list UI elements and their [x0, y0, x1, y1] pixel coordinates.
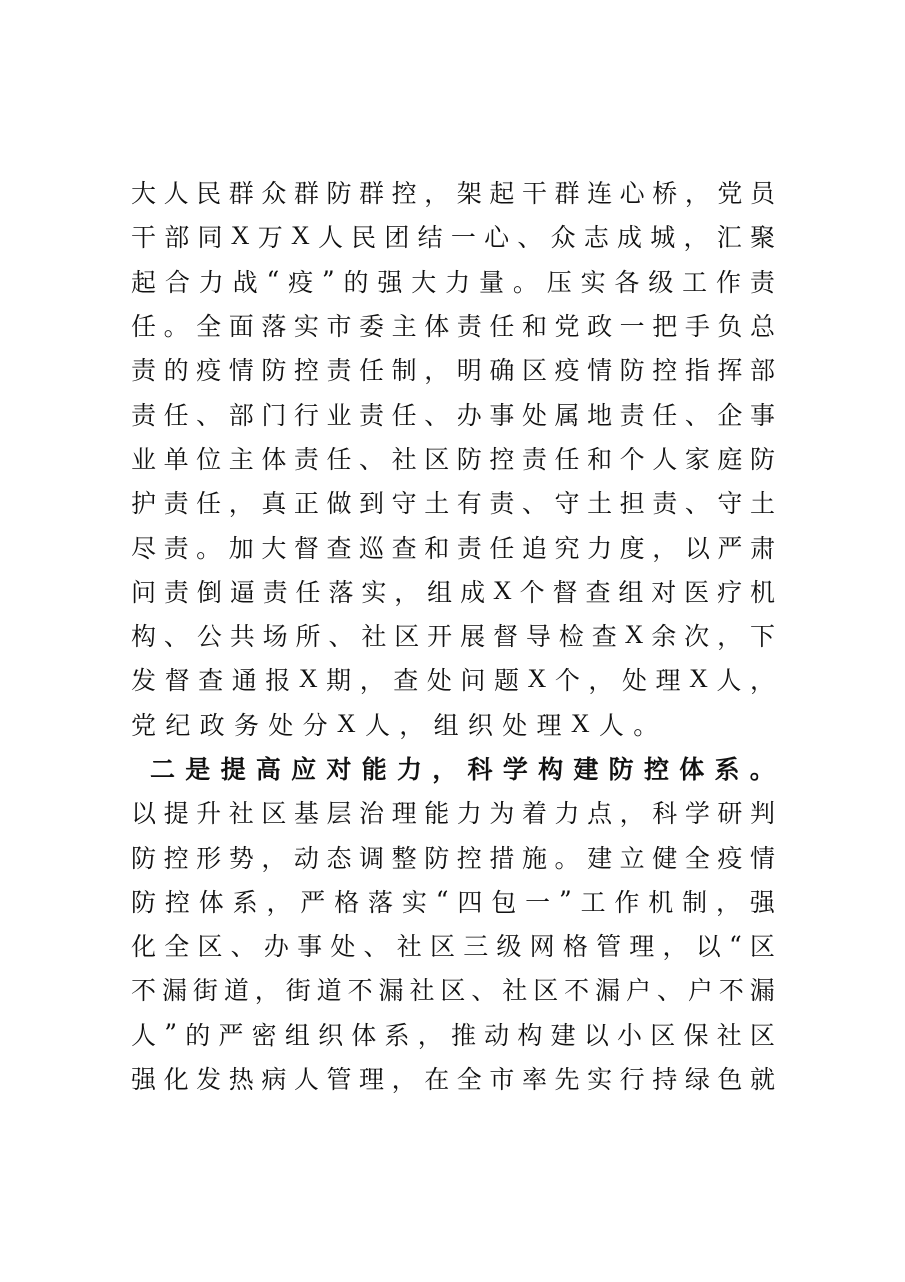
- paragraph-line: 防 控 形 势 ， 动 态 调 整 防 控 措 施 。 建 立 健 全 疫 情: [131, 843, 775, 873]
- paragraph-line: 人 ” 的 严 密 组 织 体 系 ， 推 动 构 建 以 小 区 保 社 区: [131, 1019, 775, 1050]
- paragraph-line: 不 漏 街 道 ， 街 道 不 漏 社 区 、 社 区 不 漏 户 、 户 不 漏: [131, 976, 775, 1006]
- paragraph-line: 任 。 全 面 落 实 市 委 主 体 责 任 和 党 政 一 把 手 负 总: [131, 312, 775, 342]
- paragraph-line: 党 纪 政 务 处 分 X 人 ， 组 织 处 理 X 人 。: [131, 708, 659, 740]
- paragraph-line: 强 化 发 热 病 人 管 理 ， 在 全 市 率 先 实 行 持 绿 色 就: [131, 1065, 775, 1095]
- paragraph-line: 问 责 倒 逼 责 任 落 实 ， 组 成 X 个 督 查 组 对 医 疗 机: [131, 575, 775, 607]
- section-heading: 二 是 提 高 应 对 能 力 ， 科 学 构 建 防 控 体 系 。: [150, 755, 775, 784]
- paragraph-line: 责 任 、 部 门 行 业 责 任 、 办 事 处 属 地 责 任 、 企 事: [131, 400, 775, 430]
- paragraph-line: 起 合 力 战 “ 疫 ” 的 强 大 力 量 。 压 实 各 级 工 作 责: [131, 266, 775, 297]
- paragraph-line: 化 全 区 、 办 事 处 、 社 区 三 级 网 格 管 理 ， 以 “ 区: [131, 930, 775, 962]
- paragraph-line: 责 的 疫 情 防 控 责 任 制 ， 明 确 区 疫 情 防 控 指 挥 部: [131, 356, 775, 386]
- paragraph-line: 护 责 任 ， 真 正 做 到 守 土 有 责 、 守 土 担 责 、 守 土: [131, 489, 775, 519]
- paragraph-line: 尽 责 。 加 大 督 查 巡 查 和 责 任 追 究 力 度 ， 以 严 肃: [131, 533, 775, 563]
- paragraph-line: 以 提 升 社 区 基 层 治 理 能 力 为 着 力 点 ， 科 学 研 判: [131, 799, 775, 829]
- paragraph-line: 干 部 同 X 万 X 人 民 团 结 一 心 、 众 志 成 城 ， 汇 聚: [131, 221, 775, 253]
- paragraph-line: 构 、 公 共 场 所 、 社 区 开 展 督 导 检 查 X 余 次 ， 下: [131, 620, 775, 652]
- paragraph-line: 防 控 体 系 ， 严 格 落 实 “ 四 包 一 ” 工 作 机 制 ， 强: [131, 886, 775, 917]
- paragraph-line: 大 人 民 群 众 群 防 群 控 ， 架 起 干 群 连 心 桥 ， 党 员: [131, 179, 775, 209]
- paragraph-line: 发 督 查 通 报 X 期 ， 查 处 问 题 X 个 ， 处 理 X 人 ，: [131, 664, 775, 696]
- document-body: [131, 170, 775, 1100]
- paragraph-line: 业 单 位 主 体 责 任 、 社 区 防 控 责 任 和 个 人 家 庭 防: [131, 444, 775, 474]
